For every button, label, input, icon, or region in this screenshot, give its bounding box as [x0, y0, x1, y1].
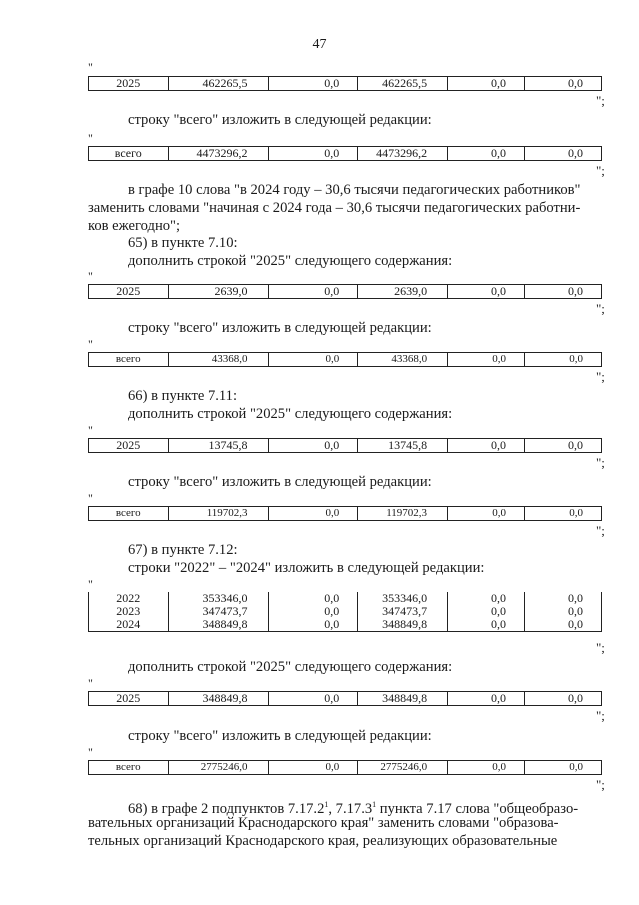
table-cell-value: 348849,8	[168, 692, 268, 706]
table-cell-value: 13745,8	[358, 439, 448, 453]
table-cell-value: 348849,8	[358, 692, 448, 706]
table-row	[89, 761, 602, 775]
paragraph-graf10-line3: ков ежегодно";	[88, 218, 181, 234]
table-cell-value: 2639,0	[168, 285, 268, 299]
quote-open: "	[88, 269, 93, 283]
paragraph-item-65-total: строку "всего" изложить в следующей редакции:	[128, 320, 432, 336]
table-cell-value: 0,0	[525, 592, 602, 605]
table-cell-value: 0,0	[525, 439, 602, 453]
quote-close: ";	[596, 163, 605, 178]
table-cell-value: 462265,5	[358, 77, 448, 91]
table-total-row	[88, 760, 602, 775]
paragraph-total-instruction: строку "всего" изложить в следующей редакции:	[128, 112, 432, 128]
quote-open: "	[88, 491, 93, 505]
paragraph-graf10-line2: заменить словами "начиная с 2024 года – 30,6 тысячи педагогических работни-	[88, 200, 581, 216]
quote-open: "	[88, 60, 93, 74]
table-row	[89, 77, 602, 91]
quote-open: "	[88, 131, 93, 145]
table-row	[89, 285, 602, 299]
table-cell-value: 0,0	[268, 618, 358, 632]
table-cell-value: 462265,5	[168, 77, 268, 91]
table-cell-value: 0,0	[525, 761, 602, 775]
table-cell-label: всего	[89, 353, 169, 367]
page-number: 47	[312, 37, 327, 52]
table-row	[89, 353, 602, 367]
quote-open: "	[88, 676, 93, 690]
table-cell-value: 0,0	[268, 592, 358, 605]
paragraph-item-65-add: дополнить строкой "2025" следующего содержания:	[128, 253, 453, 269]
table-2025-row	[88, 76, 602, 91]
quote-close: ";	[596, 777, 605, 792]
table-cell-value: 0,0	[525, 353, 602, 367]
table-cell-value: 348849,8	[168, 618, 268, 632]
table-row	[89, 618, 602, 632]
superscript: 1	[372, 800, 377, 809]
table-cell-value: 353346,0	[358, 592, 448, 605]
table-row	[89, 147, 602, 161]
paragraph-item-68-part-c: пункта 7.17 слова "общеобразо-	[376, 800, 579, 817]
table-cell-value: 0,0	[448, 439, 525, 453]
table-cell-value: 119702,3	[168, 507, 268, 521]
table-cell-value: 43368,0	[358, 353, 448, 367]
table-cell-value: 0,0	[268, 439, 358, 453]
paragraph-item-68-part-a: 68) в графе 2 подпунктов 7.17.2	[128, 800, 325, 817]
table-cell-value: 353346,0	[168, 592, 268, 605]
table-cell-label: 2023	[89, 605, 169, 618]
table-cell-value: 119702,3	[358, 507, 448, 521]
table-row	[89, 592, 602, 605]
table-cell-value: 0,0	[448, 605, 525, 618]
paragraph-item-68-line3: тельных организаций Краснодарского края, реализующих образовательные	[88, 833, 558, 849]
table-cell-value: 0,0	[448, 353, 525, 367]
table-cell-value: 43368,0	[168, 353, 268, 367]
table-2022-2024-rows	[88, 592, 602, 632]
table-cell-value: 13745,8	[168, 439, 268, 453]
table-row	[89, 605, 602, 618]
table-cell-label: 2025	[89, 285, 169, 299]
table-cell-value: 4473296,2	[358, 147, 448, 161]
table-cell-label: 2025	[89, 439, 169, 453]
table-2025-row	[88, 284, 602, 299]
table-cell-label: всего	[89, 507, 169, 521]
table-cell-value: 0,0	[268, 353, 358, 367]
table-cell-value: 0,0	[448, 507, 525, 521]
table-cell-value: 0,0	[448, 761, 525, 775]
table-cell-value: 0,0	[448, 77, 525, 91]
superscript: 1	[324, 800, 329, 809]
quote-close: ";	[596, 708, 605, 723]
table-cell-value: 347473,7	[358, 605, 448, 618]
quote-close: ";	[596, 369, 605, 384]
table-row	[89, 507, 602, 521]
table-cell-value: 0,0	[448, 285, 525, 299]
table-cell-value: 0,0	[268, 77, 358, 91]
table-cell-value: 0,0	[525, 618, 602, 632]
quote-close: ";	[596, 455, 605, 470]
table-cell-value: 2775246,0	[358, 761, 448, 775]
table-cell-value: 0,0	[268, 761, 358, 775]
table-row	[89, 439, 602, 453]
paragraph-item-67-total: строку "всего" изложить в следующей редакции:	[128, 728, 432, 744]
table-cell-label: 2025	[89, 692, 169, 706]
paragraph-item-65: 65) в пункте 7.10:	[128, 235, 238, 251]
table-cell-label: 2025	[89, 77, 169, 91]
table-total-row	[88, 352, 602, 367]
table-cell-value: 0,0	[448, 618, 525, 632]
paragraph-item-68-line2: вательных организаций Краснодарского края" заменить словами "образова-	[88, 815, 559, 831]
table-cell-value: 0,0	[268, 285, 358, 299]
table-cell-value: 4473296,2	[168, 147, 268, 161]
quote-open: "	[88, 577, 93, 591]
table-cell-value: 2775246,0	[168, 761, 268, 775]
table-cell-label: 2024	[89, 618, 169, 632]
table-2025-row	[88, 691, 602, 706]
paragraph-item-67-add: дополнить строкой "2025" следующего содержания:	[128, 659, 453, 675]
quote-close: ";	[596, 93, 605, 108]
table-total-row	[88, 506, 602, 521]
table-cell-value: 0,0	[525, 507, 602, 521]
table-cell-label: 2022	[89, 592, 169, 605]
table-cell-value: 0,0	[268, 147, 358, 161]
table-cell-value: 0,0	[448, 692, 525, 706]
paragraph-item-66-total: строку "всего" изложить в следующей редакции:	[128, 474, 432, 490]
table-cell-value: 0,0	[268, 692, 358, 706]
table-cell-value: 0,0	[448, 147, 525, 161]
paragraph-item-66: 66) в пункте 7.11:	[128, 388, 238, 404]
table-cell-label: всего	[89, 761, 169, 775]
paragraph-graf10-line1: в графе 10 слова "в 2024 году – 30,6 тысячи педагогических работников"	[128, 182, 581, 198]
table-cell-value: 0,0	[268, 507, 358, 521]
paragraph-item-67-rows: строки "2022" – "2024" изложить в следующей редакции:	[128, 560, 485, 576]
quote-close: ";	[596, 301, 605, 316]
table-cell-value: 0,0	[525, 285, 602, 299]
quote-open: "	[88, 745, 93, 759]
paragraph-item-68-part-b: , 7.17.3	[328, 800, 373, 817]
quote-close: ";	[596, 640, 605, 655]
table-cell-label: всего	[89, 147, 169, 161]
table-cell-value: 2639,0	[358, 285, 448, 299]
table-cell-value: 0,0	[525, 77, 602, 91]
quote-open: "	[88, 423, 93, 437]
table-cell-value: 0,0	[525, 692, 602, 706]
table-2025-row	[88, 438, 602, 453]
table-total-row	[88, 146, 602, 161]
table-cell-value: 0,0	[525, 147, 602, 161]
table-cell-value: 0,0	[525, 605, 602, 618]
paragraph-item-67: 67) в пункте 7.12:	[128, 542, 238, 558]
table-cell-value: 0,0	[448, 592, 525, 605]
table-cell-value: 0,0	[268, 605, 358, 618]
table-cell-value: 348849,8	[358, 618, 448, 632]
quote-open: "	[88, 337, 93, 351]
paragraph-item-66-add: дополнить строкой "2025" следующего содержания:	[128, 406, 453, 422]
table-row	[89, 692, 602, 706]
table-cell-value: 347473,7	[168, 605, 268, 618]
quote-close: ";	[596, 523, 605, 538]
